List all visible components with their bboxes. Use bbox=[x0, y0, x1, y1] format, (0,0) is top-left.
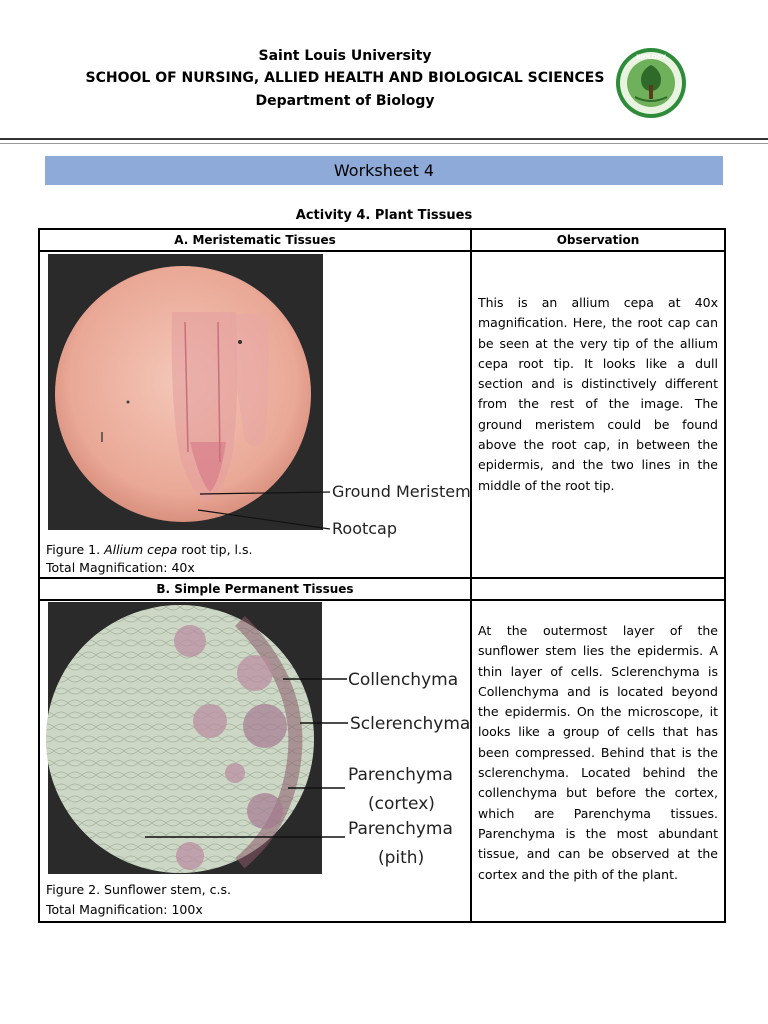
figure1-caption-species: Allium cepa bbox=[104, 542, 178, 557]
figure1-cell bbox=[39, 251, 471, 578]
header-divider-thin bbox=[0, 143, 768, 144]
label-rootcap: Rootcap bbox=[332, 519, 398, 538]
label-sclerenchyma: Sclerenchyma bbox=[350, 714, 471, 734]
figure1-caption bbox=[46, 541, 252, 559]
activity-title: Activity 4. Plant Tissues bbox=[295, 208, 473, 223]
figure1-caption-prefix: Figure 1. bbox=[46, 542, 101, 557]
figure2-observation-cell bbox=[471, 600, 725, 922]
figure1-micrograph bbox=[40, 252, 472, 542]
figure2-cell bbox=[39, 600, 471, 922]
figure1-observation-cell bbox=[471, 251, 725, 578]
school-name: SCHOOL OF NURSING, ALLIED HEALTH AND BIOLOGICAL SCIENCES bbox=[85, 70, 605, 86]
plant-tissues-table bbox=[38, 228, 726, 923]
section-a-header: A. Meristematic Tissues bbox=[39, 229, 471, 251]
label-cortex: (cortex) bbox=[368, 794, 435, 814]
section-b-observation-header bbox=[471, 578, 725, 600]
label-collenchyma: Collenchyma bbox=[348, 670, 459, 690]
figure2-caption: Figure 2. Sunflower stem, c.s. bbox=[46, 882, 231, 897]
university-name: Saint Louis University bbox=[258, 48, 432, 64]
biology-seal-logo bbox=[615, 47, 687, 119]
label-ground-meristem: Ground Meristem bbox=[332, 482, 471, 501]
figure1-magnification: Total Magnification: 40x bbox=[46, 560, 195, 575]
worksheet-title-banner bbox=[45, 156, 723, 185]
department-name: Department of Biology bbox=[255, 93, 435, 109]
section-b-header: B. Simple Permanent Tissues bbox=[39, 578, 471, 600]
label-parenchyma-cortex: Parenchyma bbox=[348, 765, 453, 785]
observation-header: Observation bbox=[471, 229, 725, 251]
label-pith: (pith) bbox=[378, 848, 425, 868]
label-parenchyma-pith: Parenchyma bbox=[348, 819, 453, 839]
figure1-caption-suffix: root tip, l.s. bbox=[181, 542, 253, 557]
seal-text: BIOLOGY bbox=[636, 54, 666, 61]
figure2-magnification: Total Magnification: 100x bbox=[46, 902, 203, 917]
worksheet-title: Worksheet 4 bbox=[333, 161, 435, 180]
figure2-micrograph bbox=[40, 601, 472, 883]
figure2-observation: At the outermost layer of the sunflower stem lies the epidermis. A thin layer of cells. Sclerenchyma is Collenchyma and is located beyond the epidermis. On the microscope, it looks like a group of cells that has been compressed. Behind that is the sclerenchyma. Located behind the collenchyma but before the cortex, which are Parenchyma tissues. Parenchyma is the most abundant tissue, and can be observed at the cortex and the pith of the plant. bbox=[478, 623, 718, 882]
figure1-observation: This is an allium cepa at 40x magnification. Here, the root cap can be seen at the very tip of the allium cepa root tip. It looks like a dull section and is distinctively different from the rest of the image. The ground meristem could be found above the root cap, in between the epidermis, and the two lines in the middle of the root tip. bbox=[478, 295, 718, 493]
header-divider bbox=[0, 138, 768, 140]
